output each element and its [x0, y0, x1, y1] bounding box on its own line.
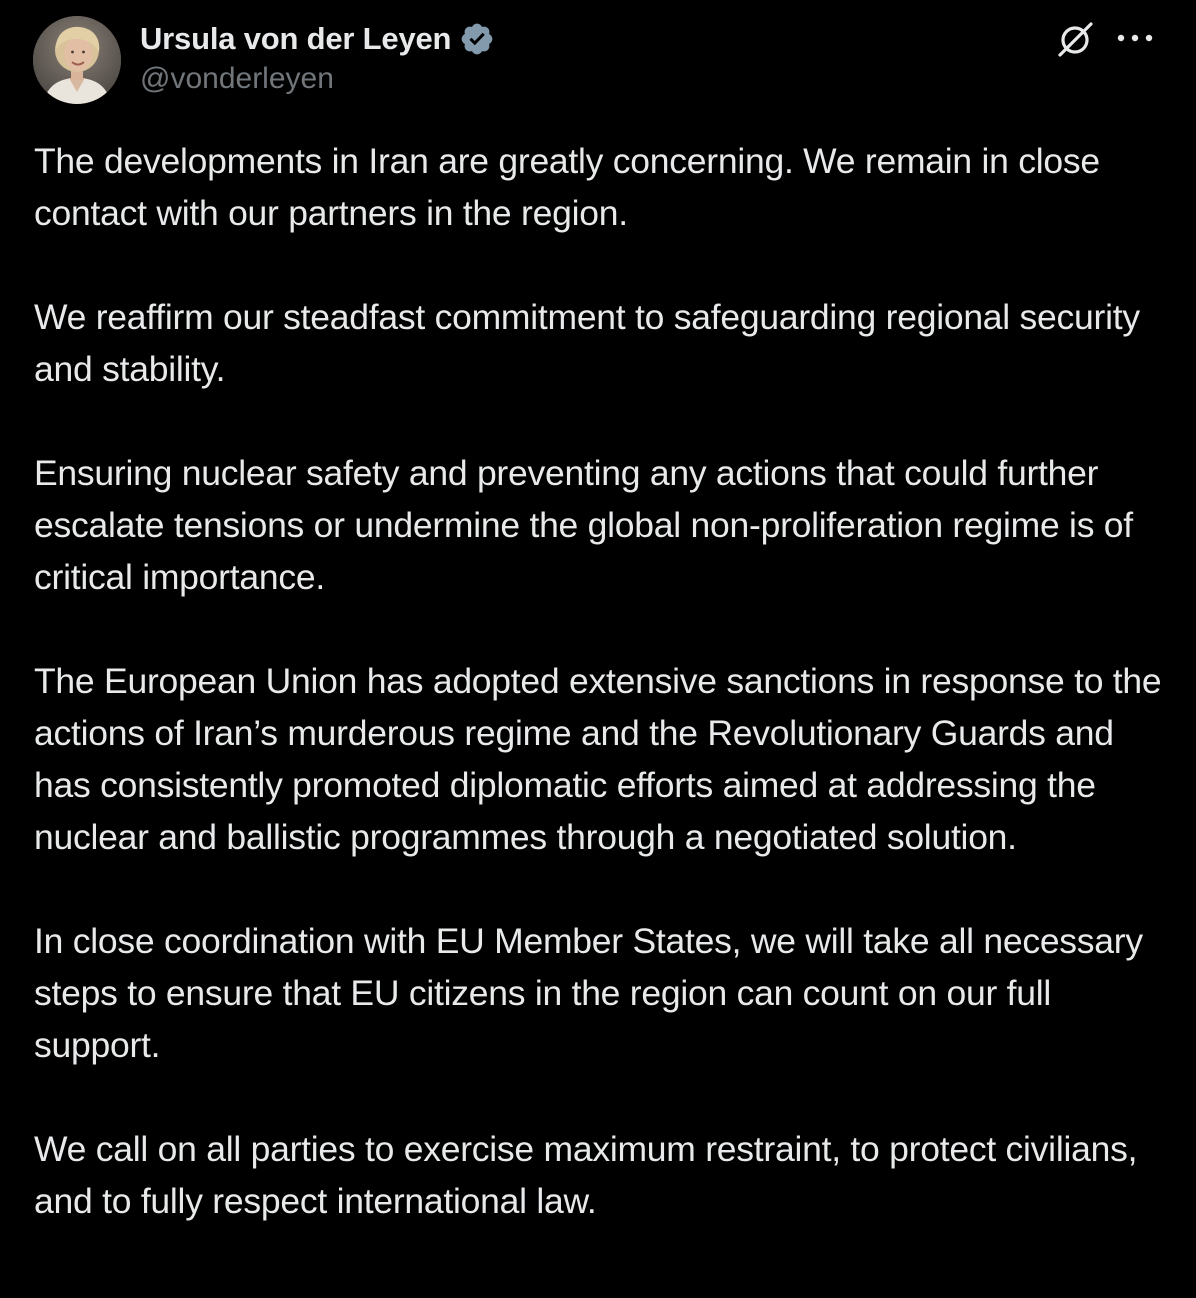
post-paragraph: We reaffirm our steadfast commitment to safeguarding regional security and stability. — [34, 297, 1140, 389]
post-paragraph: The European Union has adopted extensive sanctions in response to the actions of Iran’s murderous regime and the Revolutionary Guards and has consistently promoted diplomatic efforts aimed at addressing the nuclear and ballistic programmes through a negotiated solution. — [34, 661, 1162, 857]
grok-button[interactable] — [1052, 16, 1098, 62]
avatar-image — [33, 16, 121, 104]
more-options-button[interactable] — [1112, 20, 1158, 56]
post-paragraph: We call on all parties to exercise maximum restraint, to protect civilians, and to fully respect international law. — [34, 1129, 1138, 1221]
post-paragraph: The developments in Iran are greatly concerning. We remain in close contact with our partners in the region. — [34, 141, 1100, 233]
author-display-name[interactable]: Ursula von der Leyen — [140, 21, 452, 56]
post-text — [34, 135, 1174, 1227]
avatar[interactable] — [33, 16, 121, 104]
post-paragraph: In close coordination with EU Member States, we will take all necessary steps to ensure that EU citizens in the region can count on our full support. — [34, 921, 1143, 1065]
more-options-icon — [1116, 33, 1154, 43]
author-name-row[interactable] — [140, 18, 495, 60]
author-handle[interactable]: @vonderleyen — [140, 62, 334, 95]
grok-icon — [1055, 19, 1095, 59]
post-paragraph: Ensuring nuclear safety and preventing any actions that could further escalate tensions or undermine the global non-proliferation regime is of critical importance. — [34, 453, 1133, 597]
verified-badge-icon[interactable] — [459, 21, 495, 57]
